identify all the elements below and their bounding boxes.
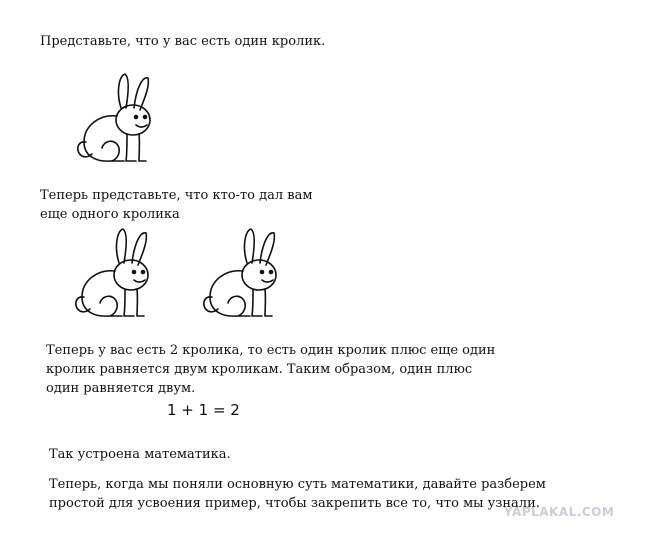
sum-text-line-2: кролик равняется двум кроликам. Таким образом, один плюс bbox=[46, 362, 473, 377]
rabbit-icon bbox=[72, 70, 176, 170]
formula: 1 + 1 = 2 bbox=[167, 401, 240, 419]
closing-text-line-2: простой для усвоения пример, чтобы закрепить все то, что мы узнали. bbox=[49, 496, 540, 511]
second-rabbit-text-line-1: Теперь представьте, что кто-то дал вам bbox=[40, 188, 313, 203]
math-text: Так устроена математика. bbox=[49, 447, 231, 462]
sum-text-line-1: Теперь у вас есть 2 кролика, то есть один кролик плюс еще один bbox=[46, 343, 496, 358]
second-rabbit-text-line-2: еще одного кролика bbox=[40, 207, 180, 222]
watermark: YAPLAKAL.COM bbox=[504, 505, 615, 519]
closing-text-line-1: Теперь, когда мы поняли основную суть математики, давайте разберем bbox=[49, 477, 546, 492]
sum-text-line-3: один равняется двум. bbox=[46, 381, 196, 396]
rabbit-icon bbox=[70, 225, 174, 325]
rabbit-icon bbox=[198, 225, 302, 325]
intro-text: Представьте, что у вас есть один кролик. bbox=[40, 34, 326, 49]
